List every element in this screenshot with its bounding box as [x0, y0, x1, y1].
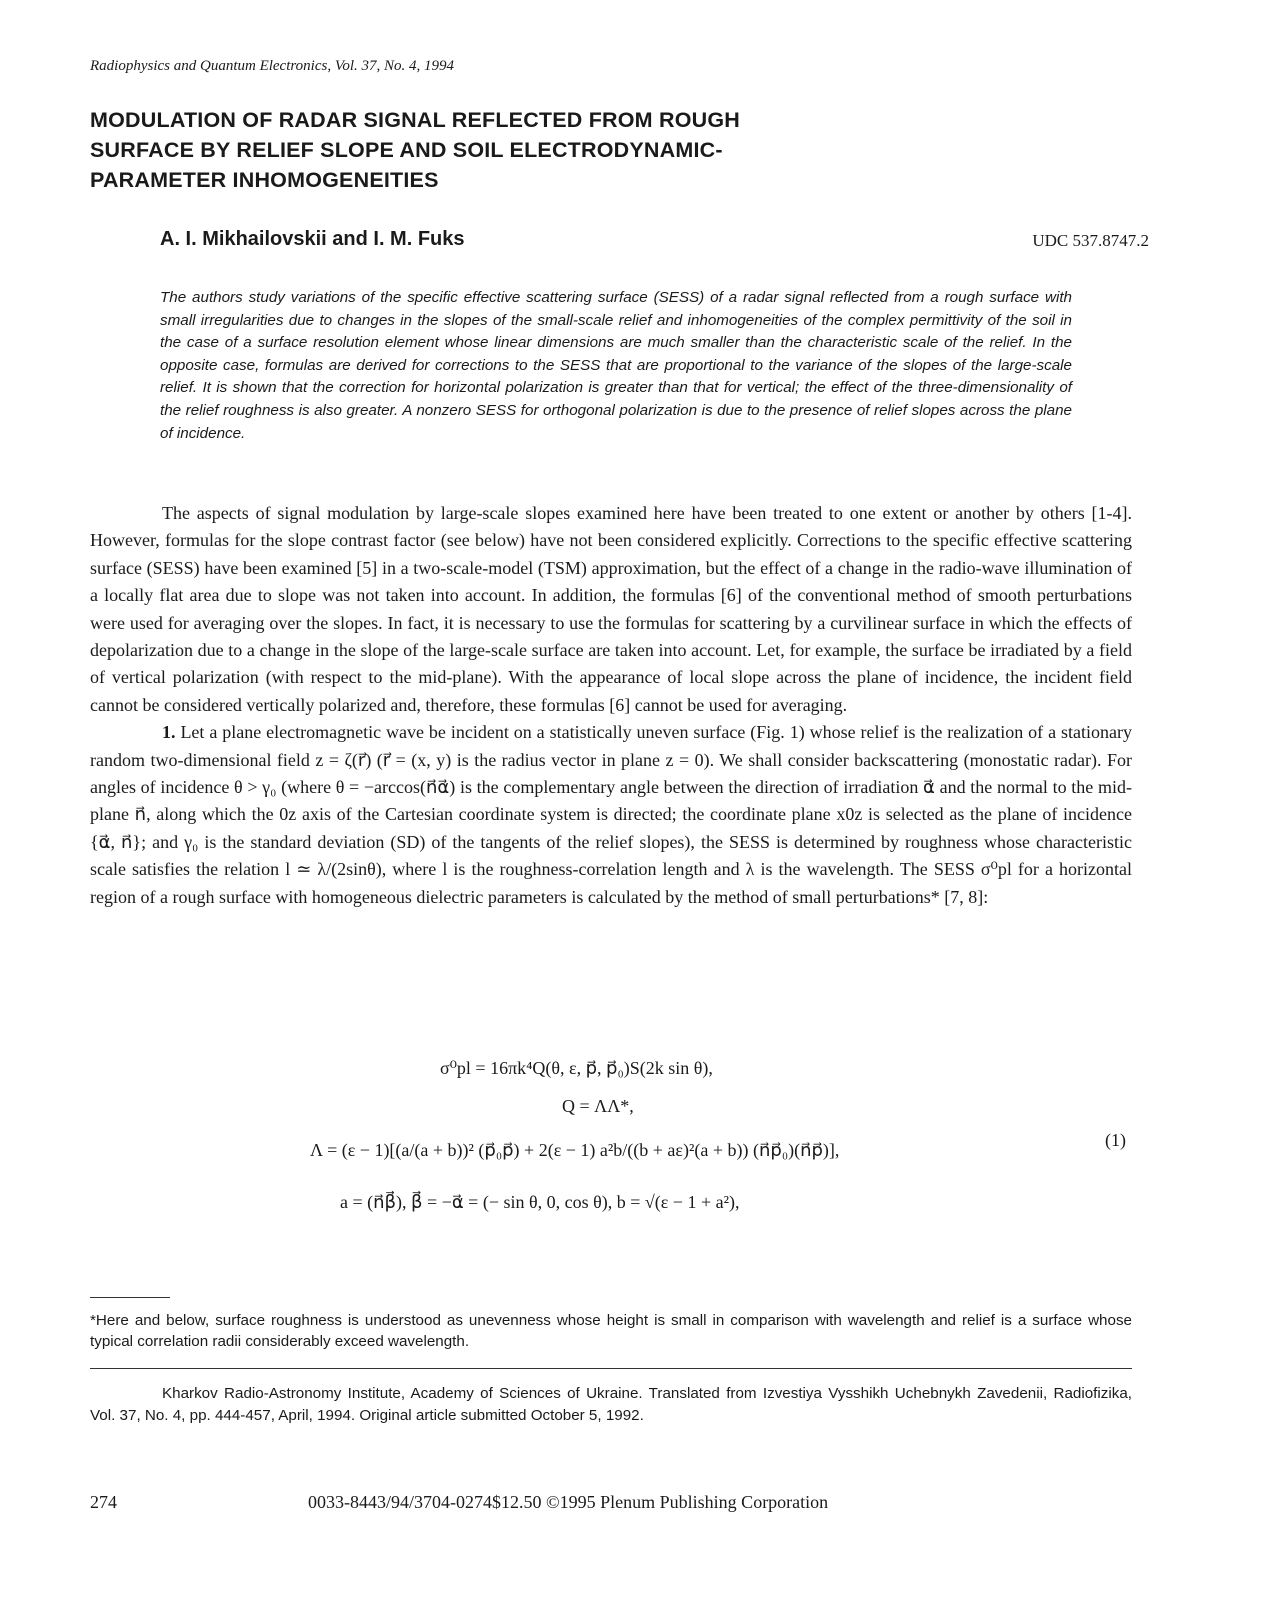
authors: A. I. Mikhailovskii and I. M. Fuks: [160, 228, 465, 250]
journal-citation: Radiophysics and Quantum Electronics, Vol. 37, No. 4, 1994: [90, 58, 454, 74]
article-title: [90, 105, 850, 195]
body-text: [90, 500, 1132, 911]
footnote-divider: [90, 1297, 170, 1298]
section-number: 1.: [162, 722, 176, 743]
title-line: PARAMETER INHOMOGENEITIES: [90, 168, 439, 192]
footnote: *Here and below, surface roughness is understood as unevenness whose height is small in comparison with wavelength and relief is a surface whose typical correlation radii considerably exceed wavelength.: [90, 1312, 1132, 1350]
equation-definitions: a = (n⃗β⃗), β⃗ = −α⃗ = (− sin θ, 0, cos θ), b = √(ε − 1 + a²),: [340, 1192, 740, 1212]
section-1-text: Let a plane electromagnetic wave be incident on a statistically uneven surface (Fig. 1) whose relief is the realization of a stationary random two-dimensional field z = ζ(r⃗) (r⃗ = (x, y) is the radius vector in plane z = 0). We shall consider backscattering (monostatic radar). For angles of incidence θ > γ₀ (where θ = −arccos(n⃗α⃗) is the complementary angle between the direction of irradiation α⃗ and the normal to the mid-plane n⃗, along which the 0z axis of the Cartesian coordinate system is directed; the coordinate plane x0z is selected as the plane of incidence {α⃗, n⃗}; and γ₀ is the standard deviation (SD) of the tangents of the relief slopes), the SESS is determined by roughness whose characteristic scale satisfies the relation l ≃ λ/(2sinθ), where l is the roughness-correlation length and λ is the wavelength. The SESS σ⁰pl for a horizontal region of a rough surface with homogeneous dielectric parameters is calculated by the method of small perturbations* [7, 8]:: [90, 722, 1132, 907]
equation-q: Q = ΛΛ*,: [562, 1096, 634, 1116]
title-line: MODULATION OF RADAR SIGNAL REFLECTED FROM ROUGH: [90, 108, 740, 132]
title-line: SURFACE BY RELIEF SLOPE AND SOIL ELECTRODYNAMIC-: [90, 138, 723, 162]
section-1-paragraph: [90, 719, 1132, 911]
affiliation-divider: [90, 1368, 1132, 1369]
udc-code: UDC 537.8747.2: [1032, 231, 1149, 250]
abstract: The authors study variations of the specific effective scattering surface (SESS) of a radar signal reflected from a rough surface with small irregularities due to changes in the slopes of the small-scale relief and inhomogeneities of the complex permittivity of the soil in the case of a surface resolution element whose linear dimensions are much smaller than the characteristic scale of the relief. In the opposite case, formulas are derived for corrections to the SESS that are proportional to the variance of the slopes of the large-scale relief. It is shown that the correction for horizontal polarization is greater than that for vertical; the effect of the three-dimensionality of the relief roughness is also greater. A nonzero SESS for orthogonal polarization is due to the presence of relief slopes across the plane of incidence.: [160, 289, 1072, 442]
equation-lambda: Λ = (ε − 1)[(a/(a + b))² (p⃗₀p⃗) + 2(ε − 1) a²b/((b + aε)²(a + b)) (n⃗p⃗₀)(n⃗p⃗)],: [310, 1140, 840, 1160]
page-number: 274: [90, 1492, 117, 1512]
copyright-line: 0033-8443/94/3704-0274$12.50 ©1995 Plenum Publishing Corporation: [308, 1492, 829, 1512]
intro-paragraph: The aspects of signal modulation by large-scale slopes examined here have been treated to one extent or another by others [1-4]. However, formulas for the slope contrast factor (see below) have not been considered explicitly. Corrections to the specific effective scattering surface (SESS) have been examined [5] in a two-scale-model (TSM) approximation, but the effect of a change in the radio-wave illumination of a locally flat area due to slope was not taken into account. In addition, the formulas [6] of the conventional method of smooth perturbations were used for averaging over the slopes. In fact, it is necessary to use the formulas for scattering by a curvilinear surface in which the effects of depolarization due to a change in the slope of the large-scale surface are taken into account. Let, for example, the surface be irradiated by a field of vertical polarization (with respect to the mid-plane). With the appearance of local slope across the plane of incidence, the incident field cannot be considered vertically polarized and, therefore, these formulas [6] cannot be used for averaging.: [90, 503, 1132, 715]
equation-sess: σ⁰pl = 16πk⁴Q(θ, ε, p⃗, p⃗₀)S(2k sin θ),: [440, 1058, 713, 1078]
affiliation-note: Kharkov Radio-Astronomy Institute, Academy of Sciences of Ukraine. Translated from Izvestiya Vysshikh Uchebnykh Zavedenii, Radiofizika, Vol. 37, No. 4, pp. 444-457, April, 1994. Original article submitted October 5, 1992.: [90, 1385, 1132, 1424]
equation-block: [300, 1058, 1140, 1258]
equation-number: (1): [1105, 1130, 1126, 1150]
